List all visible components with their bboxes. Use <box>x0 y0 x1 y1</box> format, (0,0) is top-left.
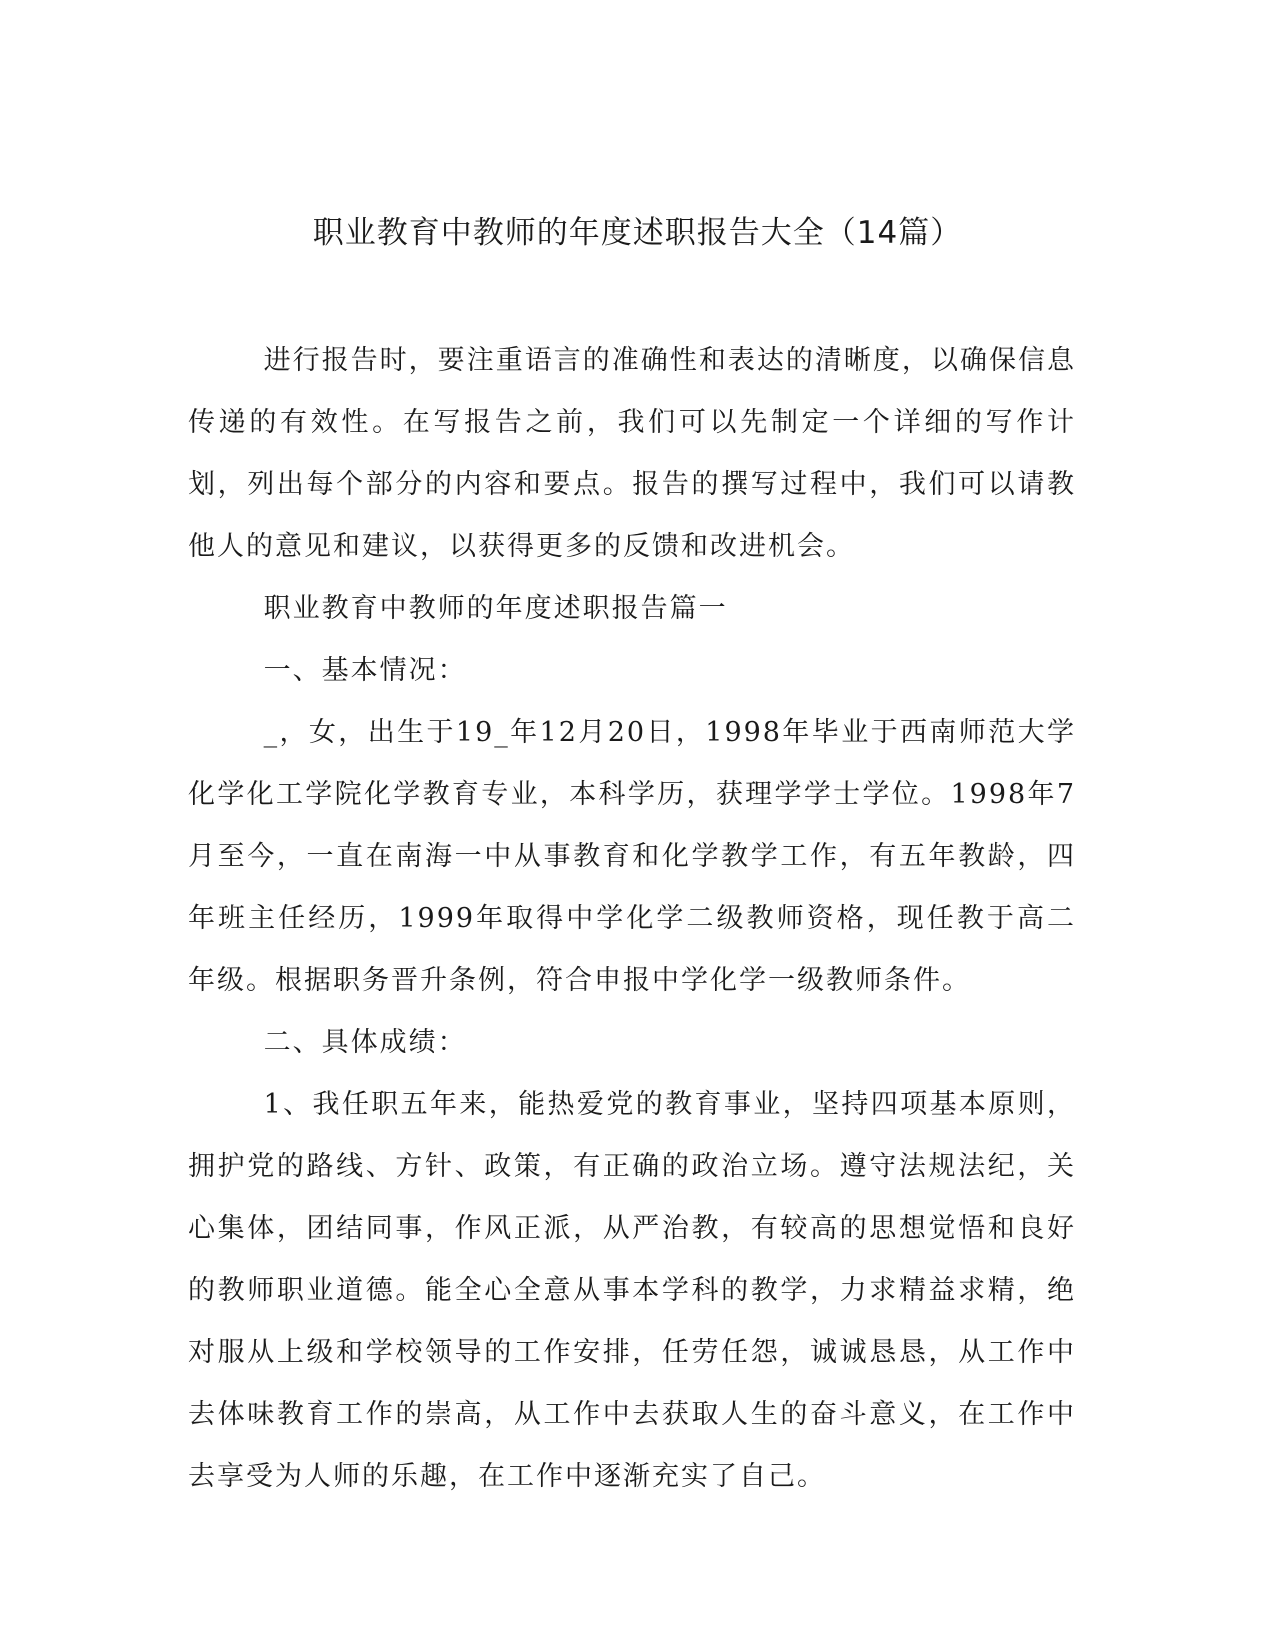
section-heading-article-one: 职业教育中教师的年度述职报告篇一 <box>263 593 728 624</box>
intro-paragraph: 进行报告时，要注重语言的准确性和表达的清晰度，以确保信息传递的有效性。在写报告之前，我们可以先制定一个详细的写作计划，列出每个部分的内容和要点。报告的撰写过程中，我们可以请教他人的意见和建议，以获得更多的反馈和改进机会。 <box>188 345 1076 562</box>
section-heading-achievements: 二、具体成绩： <box>263 1027 467 1058</box>
basic-info-paragraph: _，女，出生于19_年12月20日，1998年毕业于西南师范大学化学化工学院化学教育专业，本科学历，获理学学士学位。1998年7月至今，一直在南海一中从事教育和化学教学工作，有五年教龄，四年班主任经历，1999年取得中学化学二级教师资格，现任教于高二年级。根据职务晋升条例，符合申报中学化学一级教师条件。 <box>188 717 1076 996</box>
document-body <box>188 330 1076 1508</box>
document-title: 职业教育中教师的年度述职报告大全（14篇） <box>312 215 963 251</box>
achievements-paragraph: 1、我任职五年来，能热爱党的教育事业，坚持四项基本原则，拥护党的路线、方针、政策，有正确的政治立场。遵守法规法纪，关心集体，团结同事，作风正派，从严治教，有较高的思想觉悟和良好的教师职业道德。能全心全意从事本学科的教学，力求精益求精，绝对服从上级和学校领导的工作安排，任劳任怨，诚诚恳恳，从工作中去体味教育工作的崇高，从工作中去获取人生的奋斗意义，在工作中去享受为人师的乐趣，在工作中逐渐充实了自己。 <box>188 1089 1076 1492</box>
section-heading-basic-info: 一、基本情况： <box>263 655 467 686</box>
